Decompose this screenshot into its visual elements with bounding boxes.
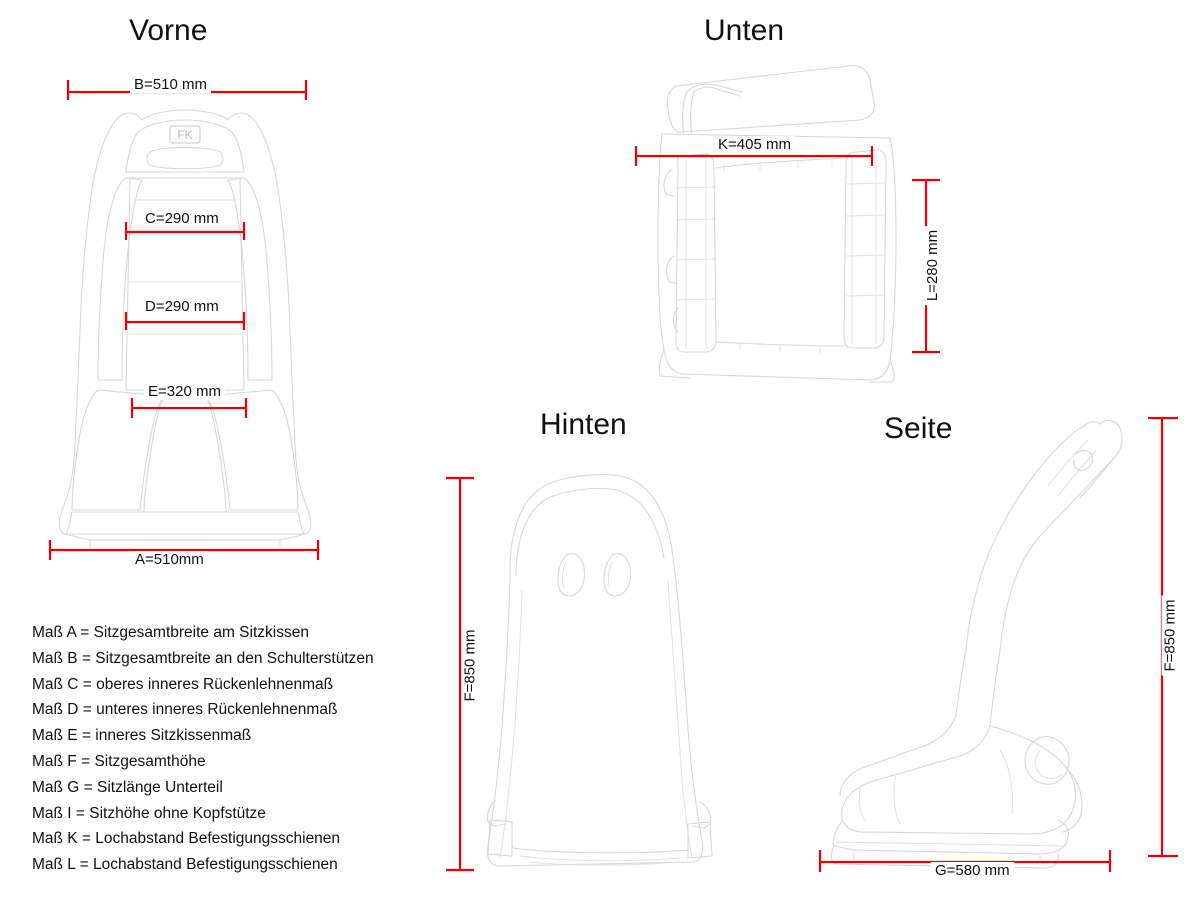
dimension-E-label: E=320 mm bbox=[144, 383, 225, 400]
seat-back-drawing bbox=[460, 470, 740, 880]
dimension-B-label: B=510 mm bbox=[130, 76, 211, 93]
fk-logo bbox=[170, 126, 200, 143]
dimension-E-line bbox=[128, 398, 258, 420]
seat-bottom-drawing bbox=[620, 60, 940, 400]
legend-list bbox=[32, 620, 462, 878]
view-title-unten: Unten bbox=[704, 14, 785, 47]
legend-item: Maß E = inneres Sitzkissenmaß bbox=[32, 727, 252, 745]
legend-item: Maß K = Lochabstand Befestigungsschienen bbox=[32, 830, 341, 848]
view-title-seite: Seite bbox=[884, 412, 953, 445]
dimension-D-label: D=290 mm bbox=[141, 298, 223, 315]
legend-item: Maß B = Sitzgesamtbreite an den Schulterstützen bbox=[32, 649, 374, 667]
dimension-C-label: C=290 mm bbox=[141, 210, 223, 227]
view-title-hinten: Hinten bbox=[540, 408, 627, 441]
svg-text:FK: FK bbox=[177, 128, 193, 142]
legend-item: Maß L = Lochabstand Befestigungsschienen bbox=[32, 856, 338, 874]
seat-side-drawing bbox=[800, 410, 1160, 870]
view-title-vorne: Vorne bbox=[129, 14, 208, 47]
legend-item: Maß D = unteres inneres Rückenlehnenmaß bbox=[32, 701, 338, 719]
dimension-L-label: L=280 mm bbox=[924, 226, 941, 305]
legend-item: Maß A = Sitzgesamtbreite am Sitzkissen bbox=[32, 624, 309, 641]
legend-item: Maß C = oberes inneres Rückenlehnenmaß bbox=[32, 675, 334, 693]
dimension-K-label: K=405 mm bbox=[714, 136, 795, 153]
legend-item: Maß I = Sitzhöhe ohne Kopfstütze bbox=[32, 804, 266, 822]
dimension-G-label: G=580 mm bbox=[931, 862, 1014, 879]
dimension-F-seite-label: F=850 mm bbox=[1162, 595, 1179, 675]
dimension-A-label: A=510mm bbox=[131, 551, 208, 568]
dimension-F-hinten-label: F=850 mm bbox=[462, 625, 479, 705]
legend-item: Maß F = Sitzgesamthöhe bbox=[32, 752, 206, 770]
legend-item: Maß G = Sitzlänge Unterteil bbox=[32, 778, 223, 796]
